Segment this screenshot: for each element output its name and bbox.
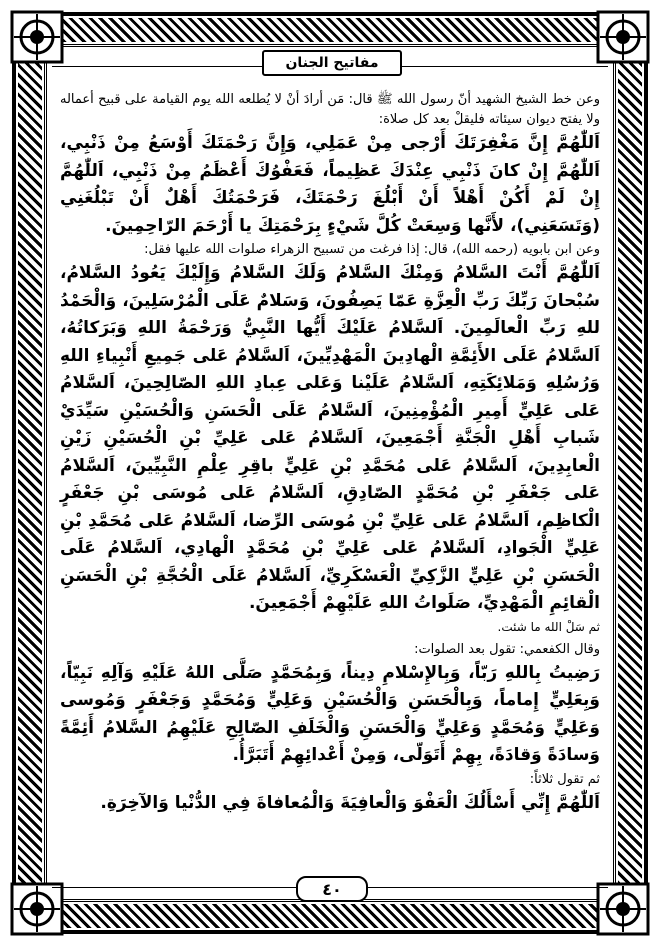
- paragraph-2-tail: ثم سَلْ الله ما شئت.: [497, 619, 600, 634]
- paragraph-4-prayer: اَللّٰهُمَّ إِنِّي أَسْأَلُكَ الْعَفْوَ وَالْعافِيَةَ وَالْمُعافاةَ فِي الدُّنْيا وَالآخِرَةِ.: [100, 792, 600, 813]
- paragraph-3-intro: وقال الكفعمي: تقول بعد الصلوات:: [414, 641, 600, 657]
- corner-ornament-icon: [10, 882, 64, 936]
- corner-ornament-icon: [596, 882, 650, 936]
- paragraph-3-prayer: رَضِيتُ بِاللهِ رَبّاً، وَبِالإِسْلامِ دِيناً، وَبِمُحَمَّدٍ صَلَّى اللهُ عَلَيْهِ وَآلِهِ نَبِيّاً، وَبِعَلِيٍّ إِماماً، وَبِالْحَسَنِ وَالْحُسَيْنِ وَعَلِيٍّ وَمُحَمَّدٍ وَجَعْفَرٍ وَمُوسى وَعَلِيٍّ وَمُحَمَّدٍ وَعَلِيٍّ وَالْحَسَنِ وَالْخَلَفِ الصّالِحِ عَلَيْهِمُ السَّلامُ أَئِمَّةً وَسادَةً وَقادَةً، بِهِمْ أَتَوَلّى، وَمِنْ أَعْدائِهِمْ أَتَبَرَّأُ.: [60, 662, 600, 765]
- paragraph-2-intro: وعن ابن بابويه (رحمه الله)، قال: إذا فرغت من تسبيح الزهراء صلوات الله عليها فقل:: [144, 242, 600, 257]
- paragraph-1-intro: وعن خط الشيخ الشهيد أنّ رسول الله ﷺ قال: مَن أرادَ أنْ لا يُطلعه الله يوم القيامة على قبيح أعماله ولا يفتح ديوان سيئاته فليقلْ بعد كل صلاة:: [60, 92, 600, 127]
- page-number: ٤٠: [296, 876, 368, 902]
- book-title: مفاتيح الجنان: [262, 50, 402, 76]
- corner-ornament-icon: [10, 10, 64, 64]
- paragraph-4-intro: ثم تقول ثلاثاً:: [529, 771, 600, 787]
- page-body: [60, 90, 600, 856]
- paragraph-1-prayer: اَللّٰهُمَّ إِنَّ مَغْفِرَتَكَ أَرْجى مِنْ عَمَلِي، وَإِنَّ رَحْمَتَكَ أَوْسَعُ مِنْ ذَنْبِي، اَللّٰهُمَّ إِنْ كانَ ذَنْبِي عِنْدَكَ عَظِيماً، فَعَفْوُكَ أَعْظَمُ مِنْ ذَنْبِي، اَللّٰهُمَّ إِنْ لَمْ أَكُنْ أَهْلاً أَنْ أَبْلُغَ رَحْمَتَكَ، فَرَحْمَتُكَ أَهْلٌ أَنْ تَبْلُغَنِي (وَتَسَعَنِي)، لأَنَّها وَسِعَتْ كُلَّ شَيْءٍ بِرَحْمَتِكَ يا أَرْحَمَ الرّاحِمِينَ.: [60, 133, 600, 236]
- corner-ornament-icon: [596, 10, 650, 64]
- paragraph-2-prayer: اَللّٰهُمَّ أَنْتَ السَّلامُ وَمِنْكَ السَّلامُ وَلَكَ السَّلامُ وَإِلَيْكَ يَعُودُ السَّلامُ، سُبْحانَ رَبِّكَ رَبِّ الْعِزَّةِ عَمّا يَصِفُونَ، وَسَلامٌ عَلَى الْمُرْسَلِينَ، وَالْحَمْدُ للهِ رَبِّ الْعالَمِينَ. اَلسَّلامُ عَلَيْكَ أَيُّها النَّبِيُّ وَرَحْمَةُ اللهِ وَبَرَكاتُهُ، اَلسَّلامُ عَلَى الأَئِمَّةِ الْهادِينَ الْمَهْدِيِّينَ، اَلسَّلامُ عَلى جَمِيعِ أَنْبِياءِ اللهِ وَرُسُلِهِ وَمَلائِكَتِهِ، اَلسَّلامُ عَلَيْنا وَعَلى عِبادِ اللهِ الصّالِحِينَ، اَلسَّلامُ عَلى عَلِيٍّ أَمِيرِ الْمُؤْمِنِينَ، اَلسَّلامُ عَلَى الْحَسَنِ وَالْحُسَيْنِ سَيِّدَيْ شَبابِ أَهْلِ الْجَنَّةِ أَجْمَعِينَ، اَلسَّلامُ عَلى عَلِيِّ بْنِ الْحُسَيْنِ زَيْنِ الْعابِدِينَ، اَلسَّلامُ عَلى مُحَمَّدِ بْنِ عَلِيٍّ باقِرِ عِلْمِ النَّبِيِّينَ، اَلسَّلامُ عَلى جَعْفَرِ بْنِ مُحَمَّدٍ الصّادِقِ، اَلسَّلامُ عَلى مُوسَى بْنِ جَعْفَرٍ الْكاظِمِ، اَلسَّلامُ عَلى عَلِيِّ بْنِ مُوسَى الرِّضا، اَلسَّلامُ عَلى مُحَمَّدِ بْنِ عَلِيٍّ الْجَوادِ، اَلسَّلامُ عَلى عَلِيِّ بْنِ مُحَمَّدٍ الْهادِي، اَلسَّلامُ عَلَى الْحَسَنِ بْنِ عَلِيٍّ الزَّكِيِّ الْعَسْكَرِيِّ، اَلسَّلامُ عَلَى الْحُجَّةِ بْنِ الْحَسَنِ الْقائِمِ الْمَهْدِيِّ، صَلَواتُ اللهِ عَلَيْهِمْ أَجْمَعِينَ.: [60, 263, 600, 613]
